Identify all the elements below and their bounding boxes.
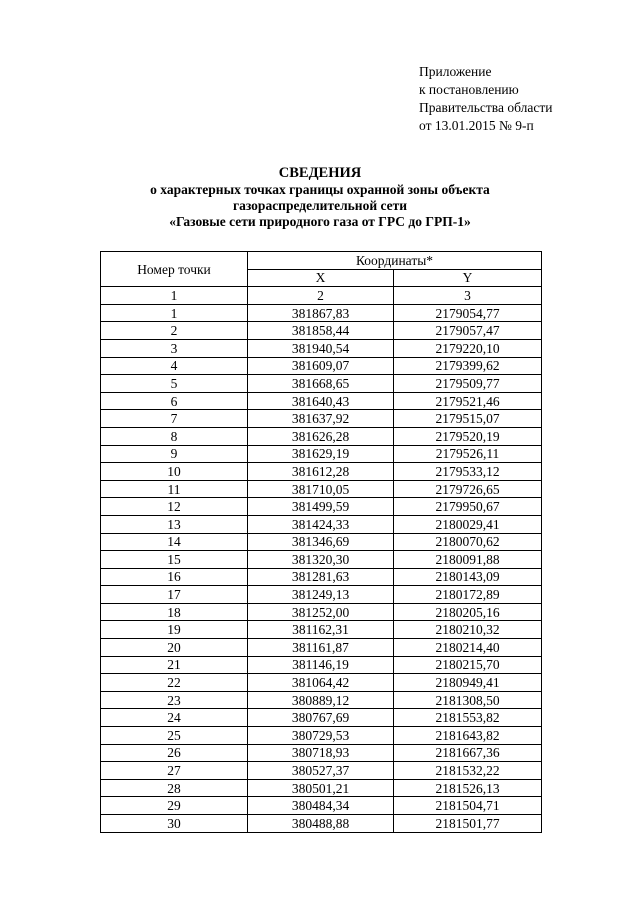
x-coordinate-cell: 380767,69 <box>248 709 394 727</box>
y-coordinate-cell: 2179526,11 <box>394 445 542 463</box>
column-number: 2 <box>248 287 394 305</box>
y-coordinate-cell: 2180029,41 <box>394 515 542 533</box>
appendix-line: от 13.01.2015 № 9-п <box>419 118 534 133</box>
header-x: X <box>248 269 394 287</box>
y-coordinate-cell: 2179220,10 <box>394 339 542 357</box>
x-coordinate-cell: 381668,65 <box>248 375 394 393</box>
x-coordinate-cell: 381609,07 <box>248 357 394 375</box>
point-number-cell: 17 <box>101 586 248 604</box>
table-row <box>101 586 542 604</box>
y-coordinate-cell: 2180949,41 <box>394 674 542 692</box>
table-row <box>101 656 542 674</box>
point-number-cell: 9 <box>101 445 248 463</box>
x-coordinate-cell: 381858,44 <box>248 322 394 340</box>
table-row <box>101 427 542 445</box>
x-coordinate-cell: 381064,42 <box>248 674 394 692</box>
y-coordinate-cell: 2179950,67 <box>394 498 542 516</box>
x-coordinate-cell: 381629,19 <box>248 445 394 463</box>
point-number-cell: 16 <box>101 568 248 586</box>
point-number-cell: 28 <box>101 779 248 797</box>
point-number-cell: 3 <box>101 339 248 357</box>
x-coordinate-cell: 380488,88 <box>248 815 394 833</box>
column-number-row <box>101 287 542 305</box>
table-row <box>101 392 542 410</box>
point-number-cell: 25 <box>101 727 248 745</box>
y-coordinate-cell: 2181532,22 <box>394 762 542 780</box>
table-row <box>101 375 542 393</box>
table-row <box>101 691 542 709</box>
table-row <box>101 515 542 533</box>
document-heading <box>100 165 540 230</box>
column-number: 3 <box>394 287 542 305</box>
x-coordinate-cell: 381162,31 <box>248 621 394 639</box>
point-number-cell: 12 <box>101 498 248 516</box>
x-coordinate-cell: 381637,92 <box>248 410 394 428</box>
header-y: Y <box>394 269 542 287</box>
point-number-cell: 26 <box>101 744 248 762</box>
x-coordinate-cell: 381281,63 <box>248 568 394 586</box>
table-row <box>101 621 542 639</box>
appendix-line: Приложение <box>419 64 492 79</box>
x-coordinate-cell: 381146,19 <box>248 656 394 674</box>
table-body <box>101 304 542 832</box>
y-coordinate-cell: 2180091,88 <box>394 551 542 569</box>
y-coordinate-cell: 2179515,07 <box>394 410 542 428</box>
y-coordinate-cell: 2181504,71 <box>394 797 542 815</box>
y-coordinate-cell: 2180210,32 <box>394 621 542 639</box>
point-number-cell: 24 <box>101 709 248 727</box>
x-coordinate-cell: 380501,21 <box>248 779 394 797</box>
point-number-cell: 23 <box>101 691 248 709</box>
point-number-cell: 1 <box>101 304 248 322</box>
x-coordinate-cell: 381940,54 <box>248 339 394 357</box>
x-coordinate-cell: 380889,12 <box>248 691 394 709</box>
table-row <box>101 815 542 833</box>
heading-line: о характерных точках границы охранной зоны объекта <box>150 182 490 197</box>
y-coordinate-cell: 2179533,12 <box>394 463 542 481</box>
table-row <box>101 410 542 428</box>
y-coordinate-cell: 2181308,50 <box>394 691 542 709</box>
y-coordinate-cell: 2179726,65 <box>394 480 542 498</box>
y-coordinate-cell: 2181526,13 <box>394 779 542 797</box>
table-row <box>101 568 542 586</box>
y-coordinate-cell: 2179057,47 <box>394 322 542 340</box>
point-number-cell: 6 <box>101 392 248 410</box>
point-number-cell: 22 <box>101 674 248 692</box>
y-coordinate-cell: 2179054,77 <box>394 304 542 322</box>
point-number-cell: 11 <box>101 480 248 498</box>
heading-line: «Газовые сети природного газа от ГРС до ГРП-1» <box>169 214 471 229</box>
y-coordinate-cell: 2181501,77 <box>394 815 542 833</box>
table-row <box>101 674 542 692</box>
y-coordinate-cell: 2180215,70 <box>394 656 542 674</box>
header-coordinates: Координаты* <box>248 252 542 270</box>
point-number-cell: 14 <box>101 533 248 551</box>
point-number-cell: 18 <box>101 603 248 621</box>
x-coordinate-cell: 380729,53 <box>248 727 394 745</box>
heading-line: газораспределительной сети <box>232 198 408 213</box>
table-row <box>101 304 542 322</box>
y-coordinate-cell: 2180070,62 <box>394 533 542 551</box>
point-number-cell: 21 <box>101 656 248 674</box>
x-coordinate-cell: 381320,30 <box>248 551 394 569</box>
appendix-block <box>419 63 552 135</box>
x-coordinate-cell: 381346,69 <box>248 533 394 551</box>
x-coordinate-cell: 381499,59 <box>248 498 394 516</box>
point-number-cell: 27 <box>101 762 248 780</box>
table-row <box>101 463 542 481</box>
point-number-cell: 5 <box>101 375 248 393</box>
point-number-cell: 15 <box>101 551 248 569</box>
table-header-row <box>101 252 542 270</box>
table-row <box>101 779 542 797</box>
x-coordinate-cell: 380527,37 <box>248 762 394 780</box>
y-coordinate-cell: 2181643,82 <box>394 727 542 745</box>
point-number-cell: 13 <box>101 515 248 533</box>
x-coordinate-cell: 381626,28 <box>248 427 394 445</box>
point-number-cell: 20 <box>101 639 248 657</box>
point-number-cell: 7 <box>101 410 248 428</box>
y-coordinate-cell: 2179520,19 <box>394 427 542 445</box>
table-row <box>101 709 542 727</box>
header-point-number: Номер точки <box>101 252 248 287</box>
table-row <box>101 357 542 375</box>
y-coordinate-cell: 2180143,09 <box>394 568 542 586</box>
table-row <box>101 445 542 463</box>
coordinates-table <box>100 251 542 833</box>
x-coordinate-cell: 381424,33 <box>248 515 394 533</box>
point-number-cell: 30 <box>101 815 248 833</box>
column-number: 1 <box>101 287 248 305</box>
y-coordinate-cell: 2179521,46 <box>394 392 542 410</box>
y-coordinate-cell: 2181667,36 <box>394 744 542 762</box>
x-coordinate-cell: 381710,05 <box>248 480 394 498</box>
x-coordinate-cell: 381161,87 <box>248 639 394 657</box>
table-row <box>101 322 542 340</box>
heading-title: СВЕДЕНИЯ <box>278 165 362 181</box>
table-row <box>101 498 542 516</box>
point-number-cell: 19 <box>101 621 248 639</box>
table-row <box>101 762 542 780</box>
point-number-cell: 8 <box>101 427 248 445</box>
point-number-cell: 4 <box>101 357 248 375</box>
table-row <box>101 339 542 357</box>
y-coordinate-cell: 2180214,40 <box>394 639 542 657</box>
table-row <box>101 727 542 745</box>
table-row <box>101 744 542 762</box>
x-coordinate-cell: 381867,83 <box>248 304 394 322</box>
table-row <box>101 603 542 621</box>
table-row <box>101 533 542 551</box>
table-row <box>101 639 542 657</box>
x-coordinate-cell: 381252,00 <box>248 603 394 621</box>
appendix-line: к постановлению <box>419 82 519 97</box>
table-row <box>101 797 542 815</box>
x-coordinate-cell: 381640,43 <box>248 392 394 410</box>
x-coordinate-cell: 381612,28 <box>248 463 394 481</box>
y-coordinate-cell: 2180172,89 <box>394 586 542 604</box>
x-coordinate-cell: 380484,34 <box>248 797 394 815</box>
point-number-cell: 2 <box>101 322 248 340</box>
x-coordinate-cell: 381249,13 <box>248 586 394 604</box>
y-coordinate-cell: 2179509,77 <box>394 375 542 393</box>
y-coordinate-cell: 2180205,16 <box>394 603 542 621</box>
y-coordinate-cell: 2181553,82 <box>394 709 542 727</box>
table-row <box>101 480 542 498</box>
point-number-cell: 29 <box>101 797 248 815</box>
y-coordinate-cell: 2179399,62 <box>394 357 542 375</box>
appendix-line: Правительства области <box>419 100 553 115</box>
point-number-cell: 10 <box>101 463 248 481</box>
x-coordinate-cell: 380718,93 <box>248 744 394 762</box>
table-row <box>101 551 542 569</box>
